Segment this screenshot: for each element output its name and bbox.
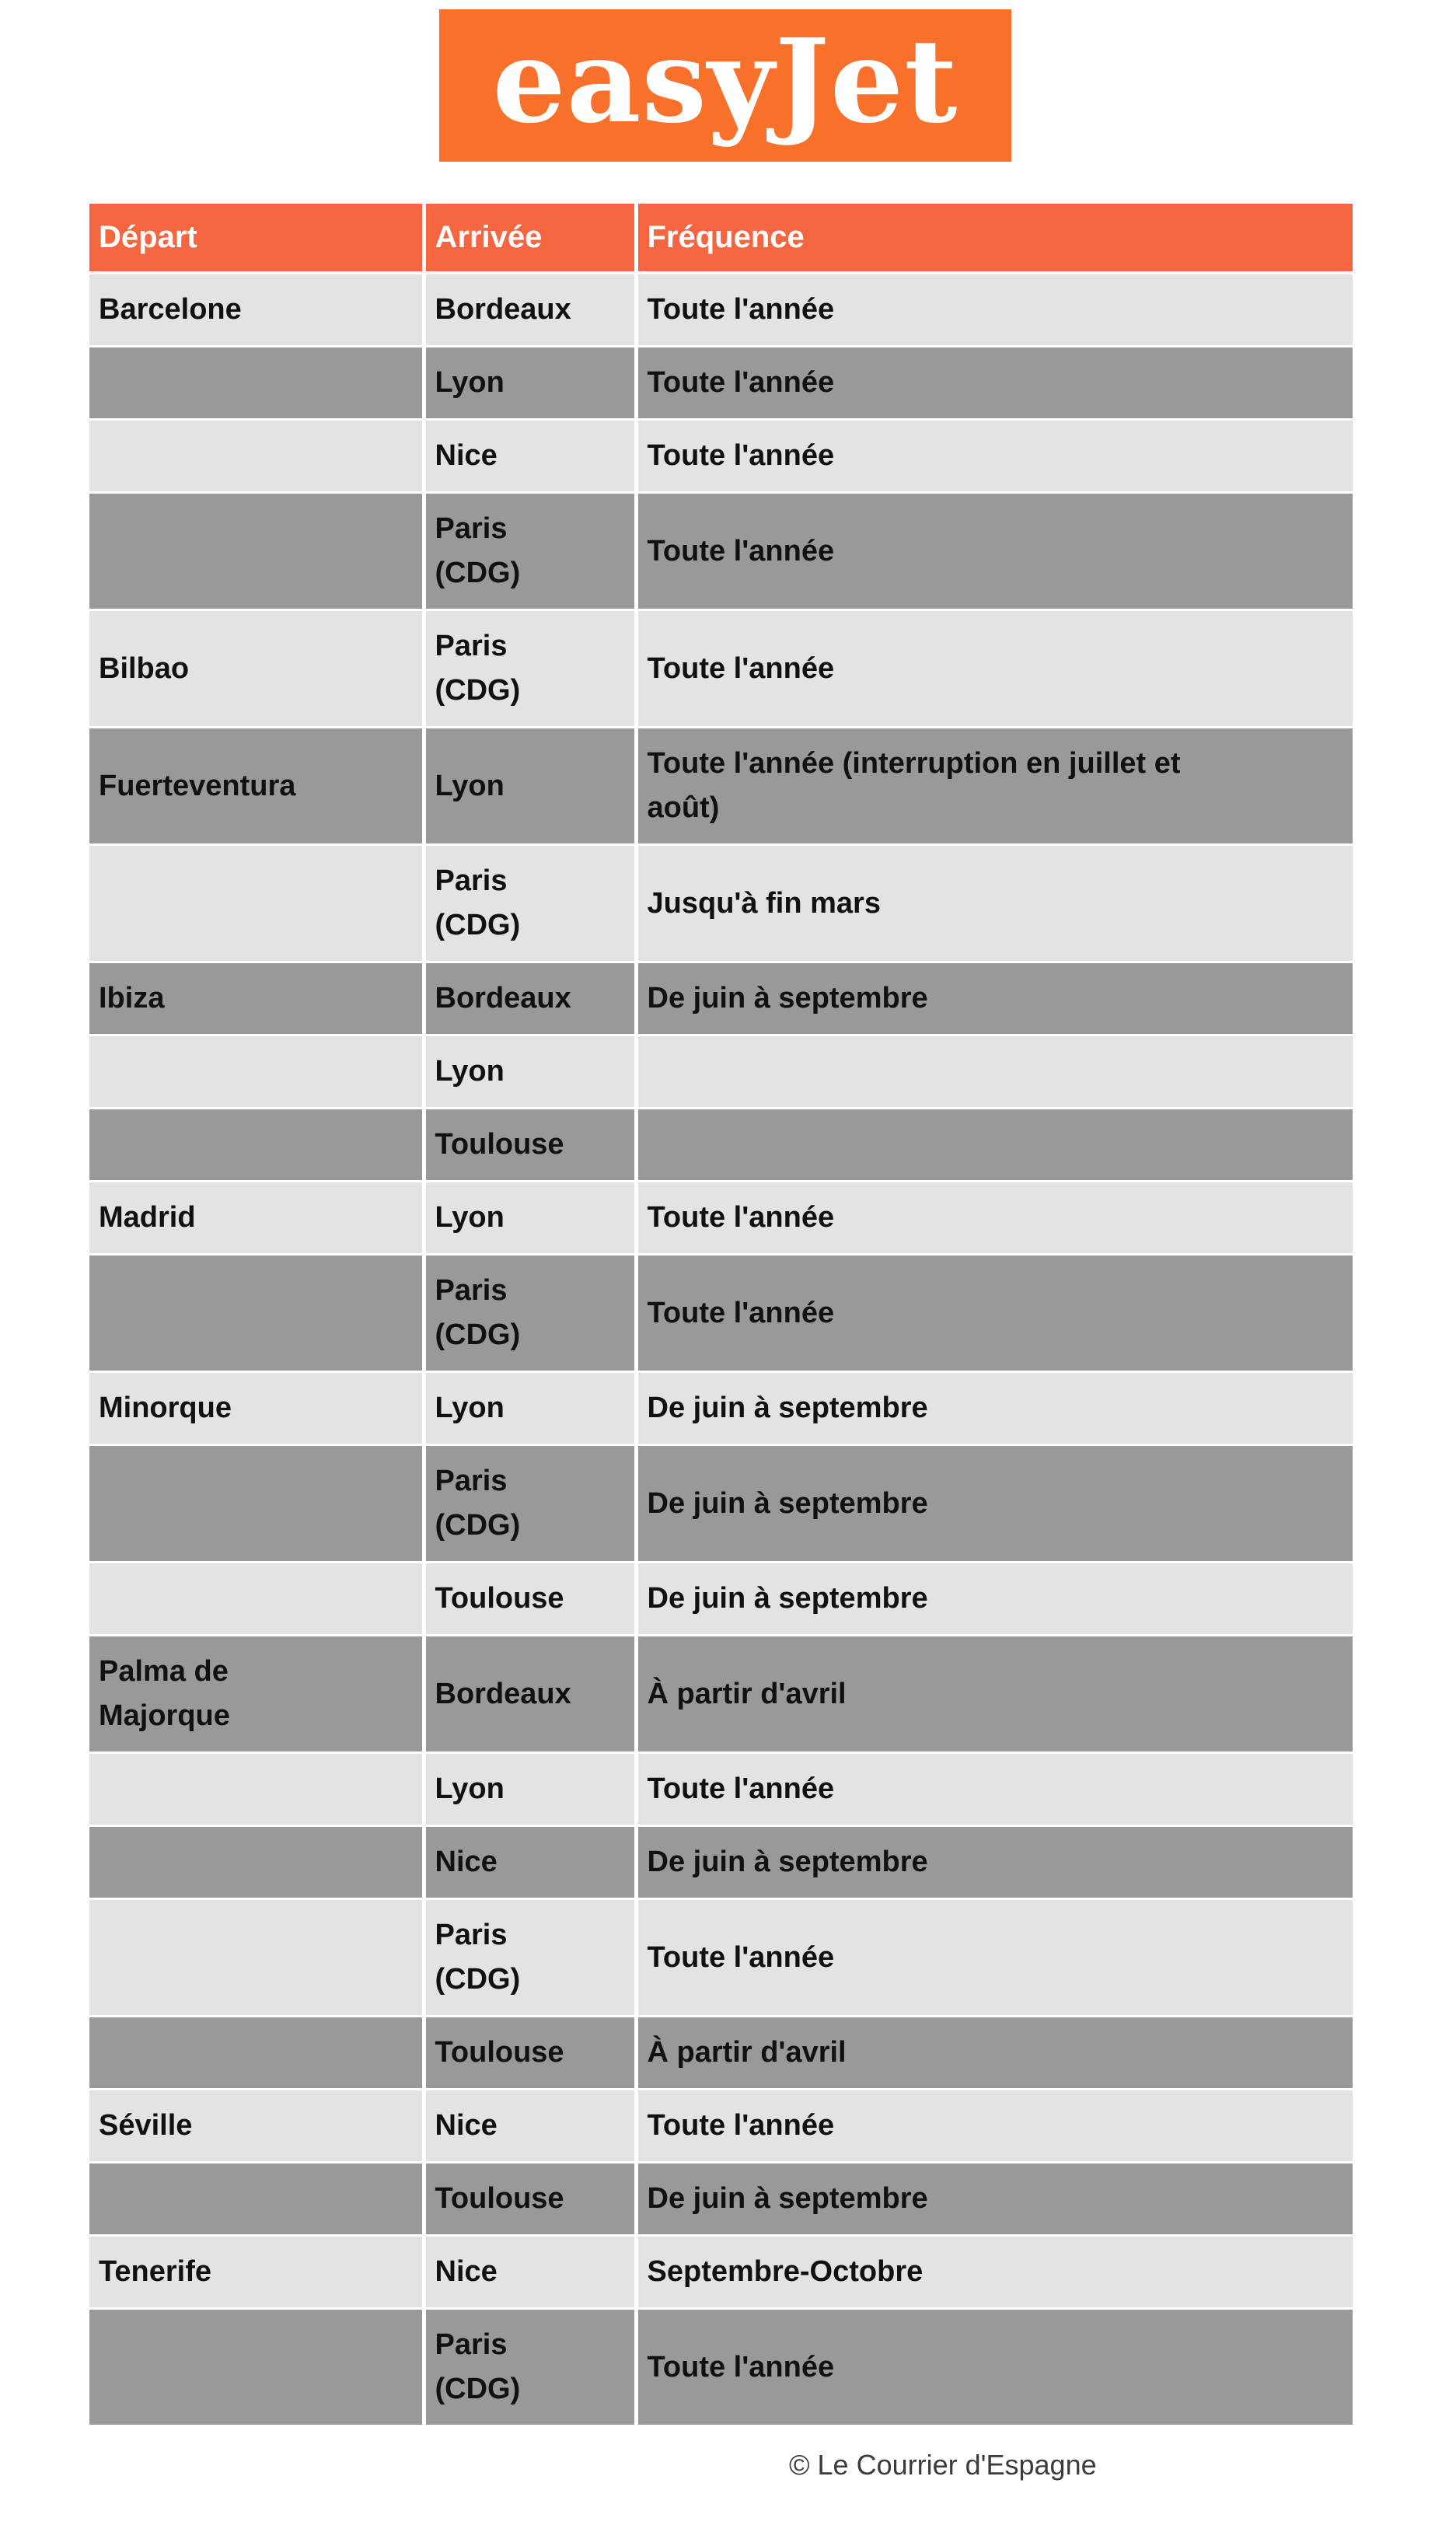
cell-frequence [636, 1109, 1353, 1182]
cell-arrivee: Toulouse [424, 2017, 636, 2090]
cell-arrivee: Paris (CDG) [424, 845, 636, 962]
cell-depart [89, 2017, 424, 2090]
cell-depart [89, 420, 424, 493]
easyjet-logo [439, 9, 1011, 162]
cell-arrivee: Toulouse [424, 1109, 636, 1182]
cell-frequence: De juin à septembre [636, 1445, 1353, 1563]
table-row [89, 1899, 1353, 2017]
cell-frequence: À partir d'avril [636, 1636, 1353, 1753]
cell-arrivee: Bordeaux [424, 1636, 636, 1753]
cell-depart: Bilbao [89, 610, 424, 728]
cell-arrivee: Nice [424, 2090, 636, 2163]
cell-depart [89, 1445, 424, 1563]
cell-frequence: Toute l'année (interruption en juillet et août) [636, 728, 1353, 845]
cell-frequence: De juin à septembre [636, 1372, 1353, 1445]
table-row [89, 2163, 1353, 2236]
cell-arrivee: Paris (CDG) [424, 1445, 636, 1563]
cell-depart [89, 2163, 424, 2236]
cell-arrivee: Lyon [424, 1036, 636, 1109]
cell-depart: Barcelone [89, 273, 424, 347]
cell-arrivee: Bordeaux [424, 273, 636, 347]
cell-depart [89, 1826, 424, 1899]
cell-depart [89, 2309, 424, 2426]
cell-depart [89, 493, 424, 610]
table-row [89, 347, 1353, 420]
cell-frequence: Septembre-Octobre [636, 2236, 1353, 2309]
cell-depart: Tenerife [89, 2236, 424, 2309]
cell-frequence: Toute l'année [636, 1899, 1353, 2017]
cell-depart [89, 1036, 424, 1109]
routes-table [89, 204, 1353, 2427]
cell-depart [89, 347, 424, 420]
cell-arrivee: Lyon [424, 728, 636, 845]
table-row [89, 1826, 1353, 1899]
table-row [89, 845, 1353, 962]
table-row [89, 1636, 1353, 1753]
table-row [89, 2309, 1353, 2426]
table-row [89, 1372, 1353, 1445]
table-row [89, 273, 1353, 347]
table-row [89, 420, 1353, 493]
cell-depart [89, 1109, 424, 1182]
cell-arrivee: Paris (CDG) [424, 2309, 636, 2426]
cell-arrivee: Toulouse [424, 2163, 636, 2236]
cell-depart [89, 1255, 424, 1372]
cell-arrivee: Paris (CDG) [424, 493, 636, 610]
column-header-arrivee: Arrivée [424, 204, 636, 273]
cell-frequence [636, 1036, 1353, 1109]
cell-arrivee: Paris (CDG) [424, 610, 636, 728]
cell-depart [89, 1753, 424, 1826]
cell-frequence: De juin à septembre [636, 2163, 1353, 2236]
column-header-frequence: Fréquence [636, 204, 1353, 273]
cell-depart: Séville [89, 2090, 424, 2163]
footer-credit: © Le Courrier d'Espagne [789, 2449, 1097, 2481]
cell-frequence: À partir d'avril [636, 2017, 1353, 2090]
table-row [89, 2017, 1353, 2090]
cell-depart: Fuerteventura [89, 728, 424, 845]
table-row [89, 1753, 1353, 1826]
table-row [89, 1109, 1353, 1182]
cell-frequence: Toute l'année [636, 610, 1353, 728]
table-row [89, 962, 1353, 1036]
cell-frequence: De juin à septembre [636, 1826, 1353, 1899]
table-row [89, 1563, 1353, 1636]
easyjet-logo-text: easyJet [492, 13, 958, 148]
cell-frequence: De juin à septembre [636, 962, 1353, 1036]
table-row [89, 1445, 1353, 1563]
cell-depart: Palma de Majorque [89, 1636, 424, 1753]
cell-depart: Minorque [89, 1372, 424, 1445]
cell-depart: Madrid [89, 1182, 424, 1255]
cell-frequence: Toute l'année [636, 2309, 1353, 2426]
cell-arrivee: Lyon [424, 347, 636, 420]
cell-arrivee: Nice [424, 420, 636, 493]
cell-arrivee: Lyon [424, 1753, 636, 1826]
table-row [89, 728, 1353, 845]
cell-frequence: Toute l'année [636, 273, 1353, 347]
table-row [89, 2236, 1353, 2309]
table-header-row [89, 204, 1353, 273]
table-row [89, 1182, 1353, 1255]
cell-frequence: Toute l'année [636, 1182, 1353, 1255]
column-header-depart: Départ [89, 204, 424, 273]
cell-depart [89, 845, 424, 962]
cell-arrivee: Nice [424, 2236, 636, 2309]
cell-frequence: Toute l'année [636, 2090, 1353, 2163]
cell-arrivee: Paris (CDG) [424, 1255, 636, 1372]
cell-arrivee: Nice [424, 1826, 636, 1899]
table-row [89, 1255, 1353, 1372]
table-row [89, 610, 1353, 728]
cell-frequence: De juin à septembre [636, 1563, 1353, 1636]
cell-frequence: Toute l'année [636, 1753, 1353, 1826]
table-row [89, 493, 1353, 610]
cell-frequence: Toute l'année [636, 493, 1353, 610]
cell-arrivee: Lyon [424, 1372, 636, 1445]
cell-depart [89, 1899, 424, 2017]
cell-arrivee: Paris (CDG) [424, 1899, 636, 2017]
cell-frequence: Jusqu'à fin mars [636, 845, 1353, 962]
cell-arrivee: Toulouse [424, 1563, 636, 1636]
table-row [89, 1036, 1353, 1109]
cell-arrivee: Bordeaux [424, 962, 636, 1036]
table-row [89, 2090, 1353, 2163]
cell-depart [89, 1563, 424, 1636]
cell-frequence: Toute l'année [636, 420, 1353, 493]
cell-depart: Ibiza [89, 962, 424, 1036]
cell-frequence: Toute l'année [636, 347, 1353, 420]
cell-arrivee: Lyon [424, 1182, 636, 1255]
cell-frequence: Toute l'année [636, 1255, 1353, 1372]
